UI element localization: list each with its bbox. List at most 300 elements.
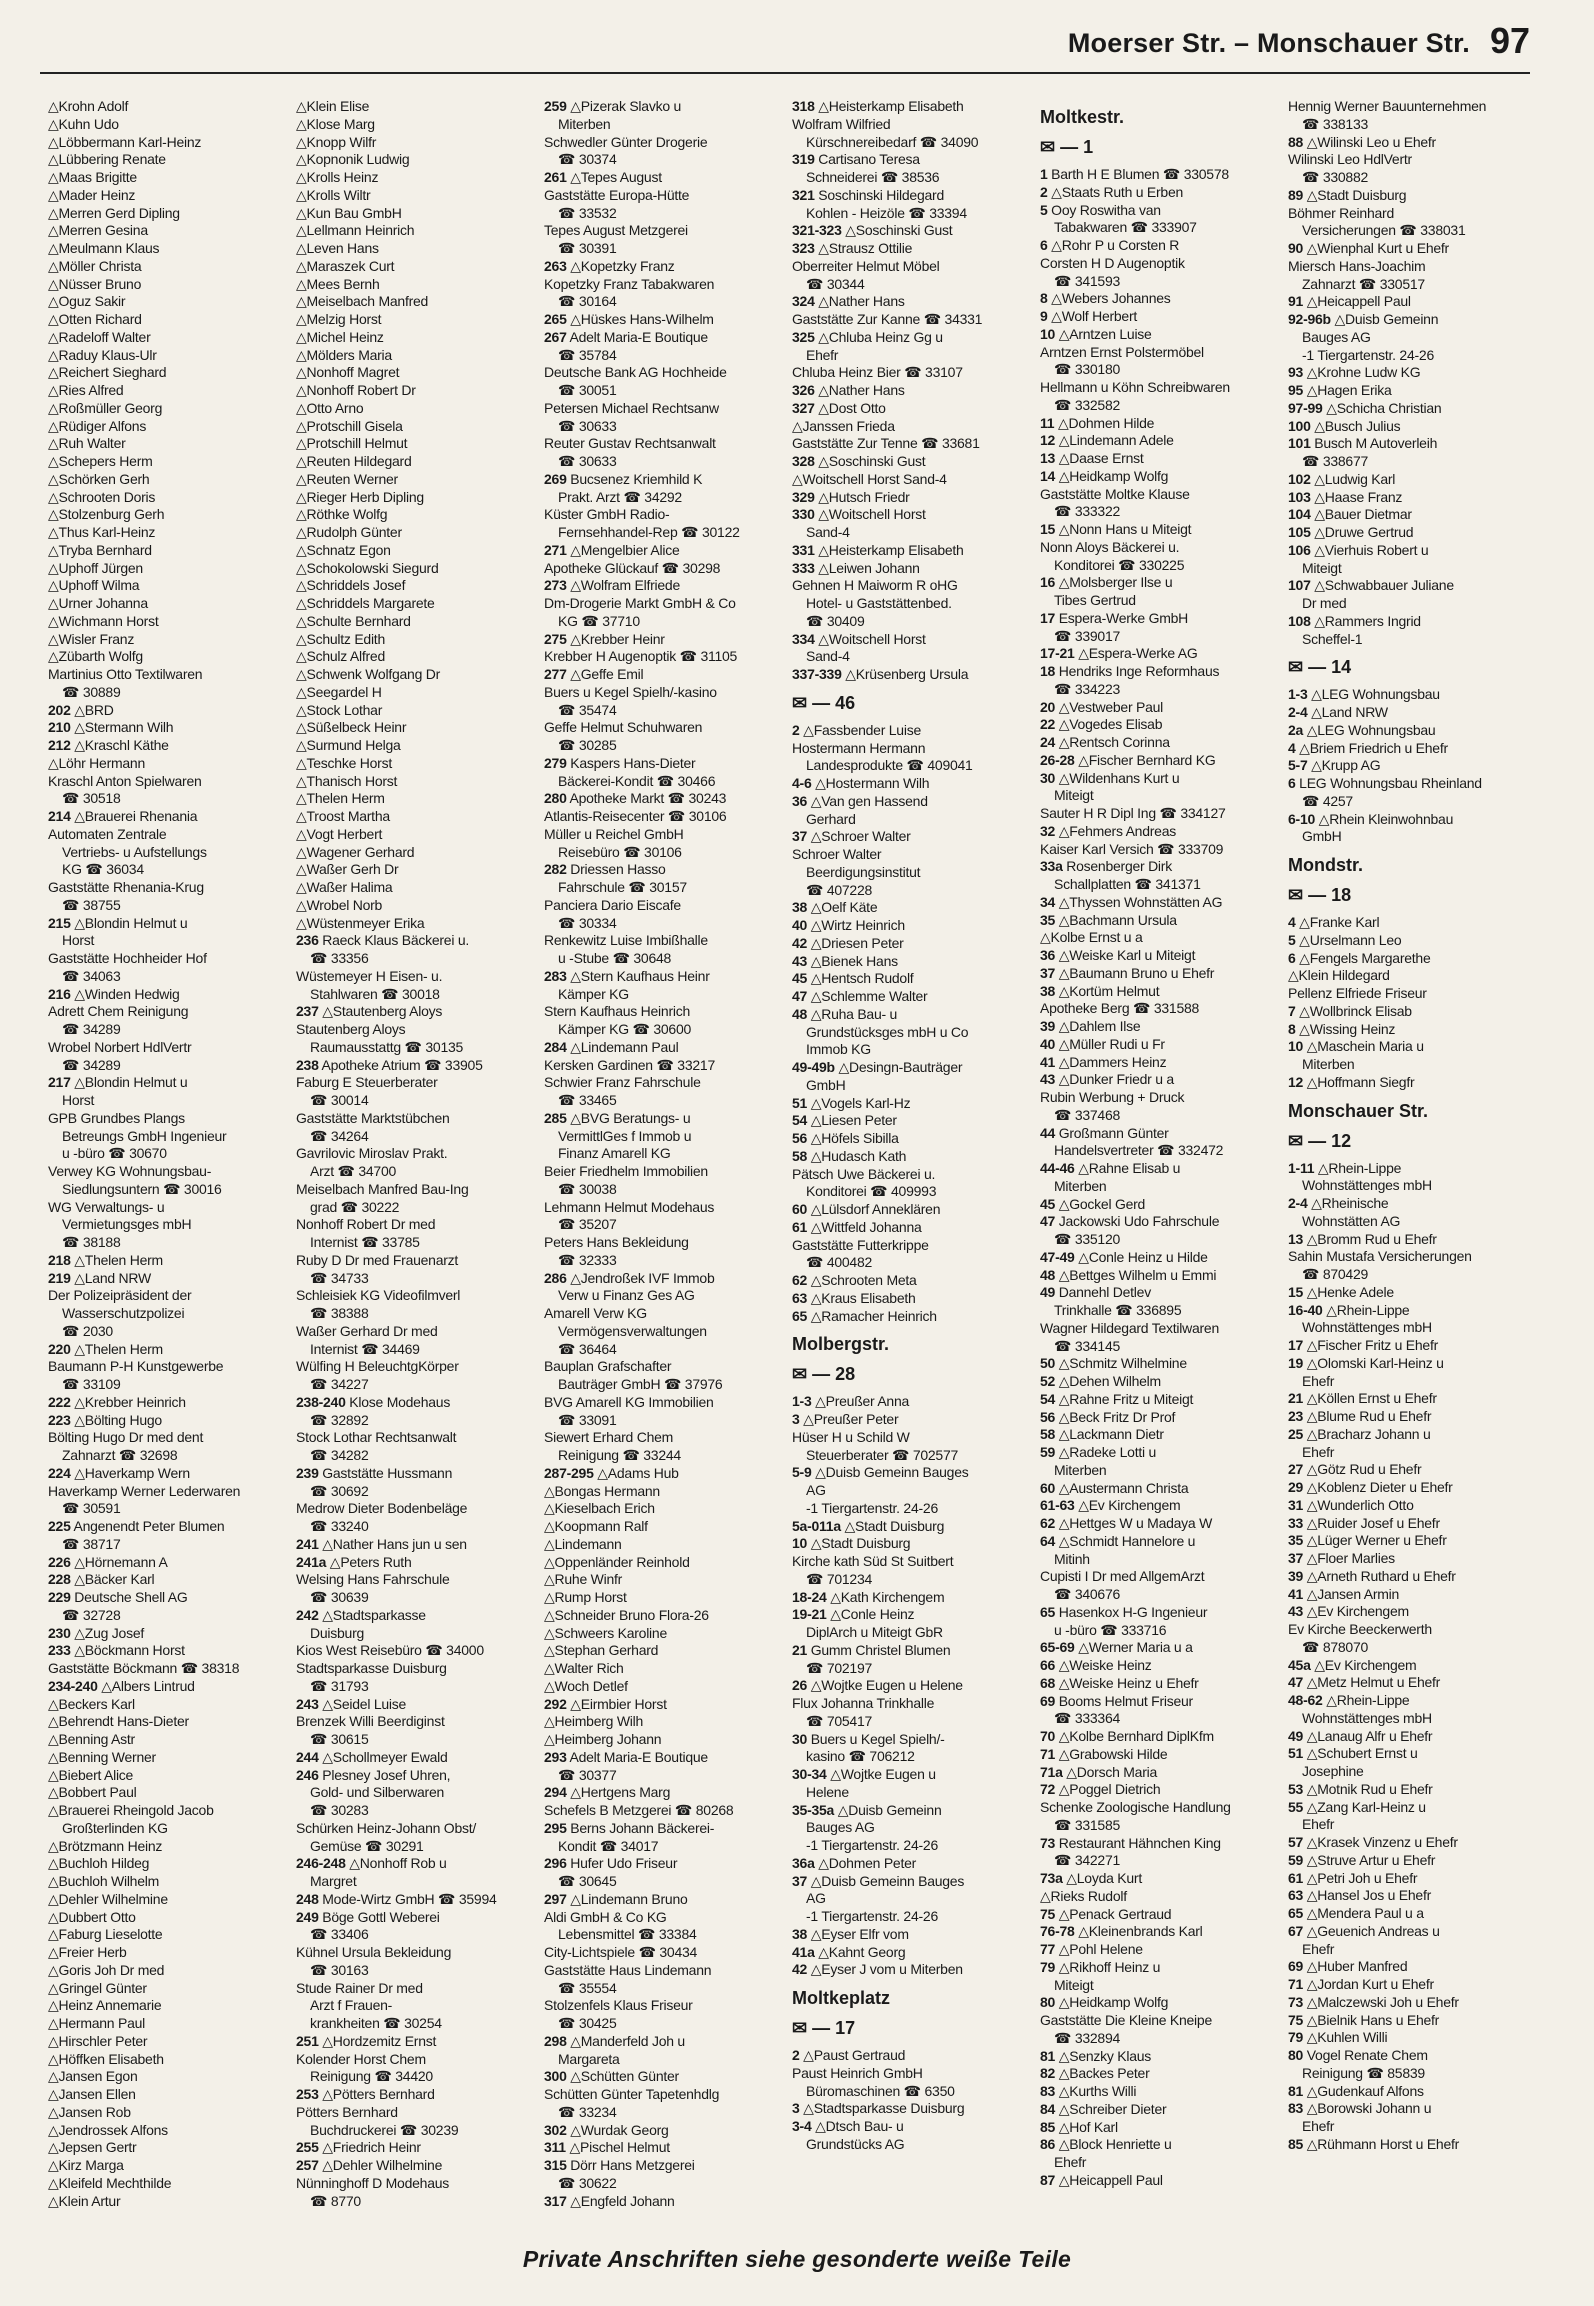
directory-entry: 293 Adelt Maria-E Boutique (544, 1748, 708, 1765)
directory-entry: 17 Espera-Werke GmbH (1040, 609, 1189, 626)
directory-entry: Tabakwaren ☎ 333907 (1054, 219, 1197, 236)
house-number: 12 (1288, 1073, 1304, 1090)
directory-entry: 311 △Pischel Helmut (544, 2139, 670, 2156)
directory-entry: 101 Busch M Autoverleih (1288, 435, 1438, 452)
directory-entry: △Stephan Gerhard (544, 1642, 659, 1659)
directory-entry: Internist ☎ 33785 (310, 1234, 420, 1250)
directory-entry: 42 △Driesen Peter (792, 934, 904, 951)
directory-entry: 48 △Ruha Bau- u (792, 1005, 898, 1022)
directory-entry: △Beckers Karl (48, 1695, 135, 1712)
directory-entry: 62 △Schrooten Meta (792, 1272, 917, 1288)
house-number: 89 (1288, 186, 1304, 203)
directory-entry: 243 △Seidel Luise (296, 1695, 407, 1712)
postal-district: ✉ — 17 (792, 2018, 856, 2038)
house-number: 297 (544, 1890, 567, 1907)
directory-entry: 282 Driessen Hasso (544, 861, 666, 878)
directory-entry: △Protschill Helmut (296, 435, 408, 452)
house-number: 267 (544, 328, 567, 345)
directory-entry: 273 △Wolfram Elfriede (544, 577, 680, 594)
directory-entry: △Dubbert Otto (48, 1908, 136, 1925)
house-number: 329 (792, 488, 815, 505)
house-number: 283 (544, 967, 567, 984)
directory-entry: 317 △Engfeld Johann (544, 2192, 675, 2209)
directory-entry: u -büro ☎ 333716 (1054, 1621, 1167, 1638)
house-number: 25 (1288, 1425, 1304, 1442)
directory-entry: 6 △Rohr P u Corsten R (1040, 237, 1180, 253)
directory-entry: Apotheke Berg ☎ 331588 (1040, 1000, 1200, 1017)
house-number: 69 (1288, 1958, 1304, 1975)
house-number: 90 (1288, 240, 1304, 256)
directory-entry: Margareta (558, 2050, 620, 2067)
house-number: 33a (1040, 858, 1063, 875)
house-number: 47 (1288, 1674, 1304, 1691)
house-number: 55 (1288, 1798, 1304, 1815)
directory-entry: 261 △Tepes August (544, 169, 662, 185)
directory-entry: 85 △Hof Karl (1040, 2118, 1118, 2135)
house-number: 26 (792, 1677, 808, 1694)
directory-entry: 2 △Fassbender Luise (792, 721, 921, 738)
directory-entry: ☎ 34264 (310, 1127, 369, 1144)
house-number: 42 (792, 934, 808, 951)
directory-entry: KG ☎ 37710 (558, 612, 640, 629)
directory-entry: △Lindemann (544, 1535, 622, 1552)
directory-entry: 66 △Weiske Heinz (1040, 1657, 1152, 1673)
directory-entry: 39 △Dahlem Ilse (1040, 1018, 1141, 1034)
directory-entry: Stolzenfels Klaus Friseur (544, 1997, 693, 2014)
directory-entry: △Klein Artur (48, 2192, 121, 2209)
directory-entry: 229 Deutsche Shell AG (48, 1589, 188, 1605)
directory-entry: 52 △Dehen Wilhelm (1040, 1373, 1161, 1389)
directory-entry: 220 △Thelen Herm (48, 1340, 163, 1357)
directory-entry: kasino ☎ 706212 (806, 1748, 915, 1765)
directory-entry: Miterben (1302, 1056, 1355, 1072)
directory-entry: BVG Amarell KG Immobilien (544, 1393, 714, 1410)
house-number: 2-4 (1288, 704, 1308, 720)
house-number: 105 (1288, 524, 1311, 540)
directory-entry: Schallplatten ☎ 341371 (1054, 876, 1201, 892)
house-number: 52 (1040, 1373, 1056, 1389)
directory-entry: ☎ 38188 (62, 1234, 121, 1250)
house-number: 249 (296, 1908, 319, 1925)
directory-entry: Nonhoff Robert Dr med (296, 1216, 436, 1233)
directory-entry: 56 △Höfels Sibilla (792, 1130, 899, 1146)
directory-entry: KG ☎ 36034 (62, 861, 144, 878)
house-number: 323 (792, 240, 815, 256)
directory-entry: 36 △Van gen Hassend (792, 792, 928, 809)
house-number: 54 (1040, 1390, 1056, 1407)
directory-entry: Kämper KG (558, 985, 629, 1002)
directory-entry: △Behrendt Hans-Dieter (48, 1713, 189, 1730)
directory-entry: 17 △Fischer Fritz u Ehefr (1288, 1337, 1439, 1353)
directory-entry: 31 △Wunderlich Otto (1288, 1496, 1414, 1513)
directory-entry: 73 Restaurant Hähnchen King (1040, 1834, 1221, 1851)
envelope-icon: ✉ (1288, 657, 1309, 678)
house-number: 17 (1288, 1337, 1304, 1353)
directory-entry: Tepes August Metzgerei (544, 222, 688, 239)
directory-entry: ☎ 38388 (310, 1305, 369, 1321)
directory-entry: 49-49b △Desingn-Bauträger (792, 1059, 963, 1075)
directory-entry: ☎ 30391 (558, 240, 617, 256)
directory-entry: 246-248 △Nonhoff Rob u (296, 1855, 447, 1872)
directory-entry: ☎ 34289 (62, 1056, 121, 1073)
house-number: 53 (1288, 1780, 1304, 1797)
house-number: 302 (544, 2121, 567, 2138)
directory-entry: Wrobel Norbert HdlVertr (48, 1038, 192, 1055)
directory-entry: △Urner Johanna (48, 595, 148, 611)
directory-entry: Miersch Hans-Joachim (1288, 257, 1426, 274)
house-number: 72 (1040, 1781, 1056, 1798)
directory-entry: Baumann P-H Kunstgewerbe (48, 1358, 224, 1375)
house-number: 4 (1288, 739, 1296, 756)
directory-entry: △Maraszek Curt (296, 257, 395, 274)
directory-entry: △Bongas Hermann (544, 1482, 660, 1499)
page-title: Moerser Str. – Monschauer Str. (1067, 28, 1470, 58)
directory-entry: Hennig Werner Bauunternehmen (1288, 98, 1487, 114)
directory-entry: Atlantis-Reisecenter ☎ 30106 (544, 808, 727, 824)
directory-entry: ☎ 30014 (310, 1092, 369, 1108)
directory-entry: ☎ 31793 (310, 1677, 369, 1694)
directory-entry: △Raduy Klaus-Ulr (48, 346, 157, 363)
house-number: 292 (544, 1695, 567, 1712)
directory-entry: △Krohn Adolf (48, 98, 129, 114)
house-number: 86 (1040, 2136, 1056, 2153)
directory-entry: 13 △Bromm Rud u Ehefr (1288, 1230, 1437, 1247)
directory-entry: Fernsehhandel-Rep ☎ 30122 (558, 524, 740, 540)
house-number: 5 (1288, 931, 1296, 948)
directory-entry: ☎ 33465 (558, 1092, 617, 1108)
directory-entry: △Kolbe Ernst u a (1040, 929, 1143, 946)
directory-entry: Kämper KG ☎ 30600 (558, 1021, 692, 1037)
house-number: 63 (792, 1289, 808, 1306)
directory-entry: 69 △Huber Manfred (1288, 1958, 1408, 1975)
house-number: 47 (792, 988, 808, 1004)
directory-entry: 25 △Bracharz Johann u (1288, 1425, 1431, 1442)
directory-entry: 230 △Zug Josef (48, 1624, 144, 1641)
directory-entry: 88 △Wilinski Leo u Ehefr (1288, 133, 1436, 150)
directory-entry: 10 △Arntzen Luise (1040, 325, 1152, 342)
house-number: 277 (544, 666, 567, 682)
directory-entry: 253 △Pötters Bernhard (296, 2086, 435, 2102)
house-number: 1-3 (1288, 686, 1308, 703)
directory-entry: △Schulz Alfred (296, 648, 385, 665)
house-number: 38 (792, 1925, 808, 1942)
house-number: 83 (1040, 2083, 1056, 2099)
directory-entry: -1 Tiergartenstr. 24-26 (806, 1908, 938, 1924)
directory-entry: 51 △Vogels Karl-Hz (792, 1094, 911, 1111)
directory-entry: 58 △Hudasch Kath (792, 1147, 907, 1164)
house-number: 73a (1040, 1870, 1063, 1886)
directory-entry: 246 Plesney Josef Uhren, (296, 1766, 451, 1783)
directory-entry: 63 △Kraus Elisabeth (792, 1289, 916, 1306)
house-number: 279 (544, 754, 567, 771)
directory-entry: 331 △Heisterkamp Elisabeth (792, 541, 964, 558)
house-number: 257 (296, 2157, 319, 2173)
house-number: 108 (1288, 612, 1311, 629)
house-number: 88 (1288, 133, 1304, 150)
directory-entry: 60 △Austermann Christa (1040, 1479, 1189, 1496)
directory-entry: △Lellmann Heinrich (296, 222, 415, 239)
house-number: 286 (544, 1269, 567, 1286)
house-number: 280 (544, 790, 567, 807)
directory-entry: WG Verwaltungs- u (48, 1198, 165, 1215)
directory-entry: △Rump Horst (544, 1589, 627, 1605)
house-number: 102 (1288, 470, 1311, 487)
directory-entry: 233 △Böckmann Horst (48, 1642, 185, 1659)
directory-entry: 38 △Kortüm Helmut (1040, 982, 1160, 999)
directory-entry: △Wisler Franz (48, 630, 135, 647)
directory-entry: ☎ 330882 (1302, 169, 1369, 185)
house-number: 68 (1040, 1674, 1056, 1691)
directory-entry: △Kleifeld Mechthilde (48, 2174, 172, 2191)
house-number: 331 (792, 541, 815, 558)
directory-entry: 86 △Block Henriette u (1040, 2136, 1172, 2153)
house-number: 317 (544, 2192, 567, 2209)
directory-entry: △Kun Bau GmbH (296, 204, 402, 221)
directory-entry: Ehefr (1054, 2154, 1087, 2170)
envelope-icon: ✉ (792, 692, 813, 713)
directory-entry: 222 △Krebber Heinrich (48, 1393, 186, 1410)
house-number: 202 (48, 701, 71, 718)
directory-entry: 3 △Stadtsparkasse Duisburg (792, 2100, 965, 2117)
house-number: 83 (1288, 2100, 1304, 2117)
house-number: 15 (1040, 521, 1056, 537)
house-number: 217 (48, 1074, 71, 1091)
directory-entry: 236 Raeck Klaus Bäckerei u. (296, 932, 470, 949)
directory-entry: Schwedler Günter Drogerie (544, 133, 708, 150)
directory-entry: Ehefr (806, 346, 839, 363)
directory-entry: 321 Soschinski Hildegard (792, 186, 944, 203)
house-number: 9 (1040, 308, 1048, 324)
directory-entry: Konditorei ☎ 330225 (1054, 556, 1185, 573)
directory-entry: 29 △Koblenz Dieter u Ehefr (1288, 1479, 1453, 1495)
directory-entry: 18-24 △Kath Kirchengem (792, 1588, 945, 1605)
house-number: 45 (1040, 1195, 1056, 1212)
directory-entry: Wasserschutzpolizei (62, 1305, 185, 1321)
house-number: 222 (48, 1393, 71, 1410)
house-number: 248 (296, 1890, 319, 1907)
directory-entry: AG (806, 1890, 826, 1907)
directory-entry: Martinius Otto Textilwaren (48, 666, 203, 682)
house-number: 226 (48, 1553, 71, 1570)
house-number: 212 (48, 737, 71, 753)
house-number: 284 (544, 1038, 567, 1055)
house-number: 325 (792, 328, 815, 345)
directory-entry: △Waßer Gerh Dr (296, 861, 399, 878)
directory-entry: Gaststätte Die Kleine Kneipe (1040, 2012, 1212, 2028)
directory-entry: 89 △Stadt Duisburg (1288, 186, 1407, 203)
directory-entry: Arntzen Ernst Polstermöbel (1040, 343, 1204, 360)
directory-entry: DiplArch u Miteigt GbR (806, 1624, 943, 1640)
column-1 (48, 98, 286, 2218)
directory-entry: 333 △Leiwen Johann (792, 559, 920, 576)
house-number: 81 (1040, 2047, 1056, 2064)
directory-entry: △Klose Marg (296, 115, 375, 132)
directory-entry: ☎ 330180 (1054, 361, 1121, 378)
directory-entry: krankheiten ☎ 30254 (310, 2015, 442, 2031)
house-number: 214 (48, 808, 71, 824)
house-number: 210 (48, 719, 71, 736)
house-number: 10 (1288, 1038, 1304, 1055)
directory-entry: 287-295 △Adams Hub (544, 1464, 679, 1481)
directory-entry: △Merren Gesina (48, 222, 148, 239)
directory-entry: Stude Rainer Dr med (296, 1979, 423, 1996)
directory-entry: 215 △Blondin Helmut u (48, 914, 188, 931)
directory-entry: Kolender Horst Chem (296, 2050, 426, 2067)
house-number: 69 (1040, 1692, 1056, 1709)
directory-entry: 2-4 △Rheinische (1288, 1195, 1389, 1211)
house-number: 318 (792, 98, 815, 114)
directory-entry: Bauträger GmbH ☎ 37976 (558, 1376, 723, 1392)
directory-entry: △Jansen Egon (48, 2068, 138, 2085)
directory-entry: 19-21 △Conle Heinz (792, 1606, 915, 1623)
directory-entry: Schneiderei ☎ 38536 (806, 169, 940, 185)
directory-entry: ☎ 30409 (806, 612, 865, 629)
directory-entry: 318 △Heisterkamp Elisabeth (792, 98, 964, 114)
directory-entry: ☎ 35207 (558, 1216, 617, 1233)
directory-entry: 296 Hufer Udo Friseur (544, 1855, 678, 1872)
directory-entry: △Thelen Herm (296, 790, 385, 807)
house-number: 61 (792, 1218, 808, 1235)
house-number: 85 (1040, 2118, 1056, 2135)
directory-entry: Krebber H Augenoptik ☎ 31105 (544, 648, 738, 665)
directory-entry: 337-339 △Krüsenberg Ursula (792, 666, 969, 682)
directory-entry: △Rieger Herb Dipling (296, 488, 424, 505)
house-number: 3 (792, 2100, 800, 2117)
directory-entry: Sand-4 (806, 524, 850, 540)
house-number: 220 (48, 1340, 71, 1357)
directory-entry: 38 △Eyser Elfr vom (792, 1925, 909, 1942)
directory-entry: 216 △Winden Hedwig (48, 985, 180, 1002)
house-number: 14 (1040, 467, 1056, 484)
directory-entry: Schleisiek KG Videofilmverl (296, 1287, 461, 1304)
directory-entry: △Rüdiger Alfons (48, 417, 147, 434)
directory-entry: ☎ 30285 (558, 737, 617, 753)
directory-entry: △Wagener Gerhard (296, 843, 415, 860)
house-number: 300 (544, 2068, 567, 2085)
postal-district: ✉ — 12 (1288, 1130, 1352, 1151)
directory-entry: Kondit ☎ 34017 (558, 1837, 659, 1854)
directory-entry: 65 Hasenkox H-G Ingenieur (1040, 1603, 1208, 1620)
directory-entry: 53 △Motnik Rud u Ehefr (1288, 1780, 1433, 1797)
directory-entry: 41 △Jansen Armin (1288, 1585, 1400, 1602)
envelope-icon: ✉ (1288, 885, 1309, 905)
directory-entry: Corsten H D Augenoptik (1040, 254, 1185, 271)
directory-entry: 41a △Kahnt Georg (792, 1943, 906, 1960)
house-number: 42 (792, 1961, 808, 1978)
directory-entry: ☎ 30633 (558, 453, 617, 469)
house-number: 30 (792, 1730, 808, 1747)
directory-entry: 34 △Thyssen Wohnstätten AG (1040, 893, 1223, 910)
directory-entry: 43 △Dunker Friedr u a (1040, 1071, 1174, 1088)
house-number: 49 (1288, 1727, 1304, 1744)
house-number: 326 (792, 382, 815, 398)
column-5 (1040, 98, 1278, 2218)
directory-entry: 80 △Heidkamp Wolfg (1040, 1994, 1169, 2011)
directory-entry: 325 △Chluba Heinz Gg u (792, 328, 943, 345)
directory-entry: ☎ 35474 (558, 701, 617, 718)
directory-entry: 26 △Wojtke Eugen u Helene (792, 1677, 963, 1694)
directory-entry: Nonn Aloys Bäckerei u. (1040, 538, 1180, 555)
directory-entry: 108 △Rammers Ingrid (1288, 612, 1421, 629)
house-number: 1-11 (1288, 1159, 1315, 1176)
directory-entry: △Reuten Hildegard (296, 453, 412, 469)
house-number: 79 (1288, 2029, 1304, 2046)
directory-entry: △Radeloff Walter (48, 328, 151, 345)
directory-entry: 102 △Ludwig Karl (1288, 470, 1396, 487)
directory-entry: ☎ 870429 (1302, 1266, 1369, 1282)
directory-entry: 67 △Geuenich Andreas u (1288, 1922, 1440, 1939)
column-2 (296, 98, 534, 2218)
house-number: 2-4 (1288, 1195, 1308, 1211)
directory-entry: 212 △Kraschl Käthe (48, 737, 169, 753)
directory-entry: ☎ 342271 (1054, 1852, 1121, 1869)
directory-entry: -1 Tiergartenstr. 24-26 (806, 1499, 938, 1516)
directory-entry: 65 △Ramacher Heinrich (792, 1307, 937, 1324)
directory-entry: Gaststätte Europa-Hütte (544, 186, 690, 203)
directory-entry: Steuerberater ☎ 702577 (806, 1446, 959, 1463)
directory-entry: ☎ 705417 (806, 1712, 873, 1729)
directory-entry: △Rieks Rudolf (1040, 1887, 1127, 1904)
directory-entry: 90 △Wienphal Kurt u Ehefr (1288, 240, 1449, 256)
directory-entry: △Surmund Helga (296, 737, 401, 753)
directory-entry: △Uphoff Jürgen (48, 559, 143, 576)
house-number: 39 (1040, 1018, 1056, 1034)
directory-entry: Hüser H u Schild W (792, 1428, 910, 1445)
house-number: 91 (1288, 293, 1304, 310)
directory-entry: 328 △Soschinski Gust (792, 453, 926, 469)
directory-entry: 30 Buers u Kegel Spielh/- (792, 1730, 945, 1747)
directory-entry: ☎ 30425 (558, 2015, 617, 2031)
house-number: 10 (792, 1535, 808, 1552)
directory-entry: ☎ 36464 (558, 1340, 617, 1357)
directory-entry: 80 Vogel Renate Chem (1288, 2047, 1428, 2063)
house-number: 20 (1040, 698, 1056, 715)
directory-entry: 321-323 △Soschinski Gust (792, 222, 953, 239)
directory-entry: Reinigung ☎ 34420 (310, 2068, 433, 2085)
directory-entry: Renkewitz Luise Imbißhalle (544, 932, 708, 949)
directory-entry: Gaststätte Haus Lindemann (544, 1961, 712, 1978)
directory-entry: Faburg E Steuerberater (296, 1074, 438, 1091)
house-number: 230 (48, 1624, 71, 1641)
directory-entry: Miteigt (1302, 559, 1342, 576)
directory-entry: Wüstemeyer H Eisen- u. (296, 967, 443, 984)
directory-entry: Horst (62, 932, 95, 949)
directory-entry: Gaststätte Hochheider Hof (48, 950, 207, 966)
street-heading: Mondstr. (1288, 855, 1363, 875)
directory-entry: ☎ 30633 (558, 417, 617, 434)
directory-entry: ☎ 701234 (806, 1570, 873, 1587)
house-number: 259 (544, 98, 567, 114)
house-number: 22 (1040, 716, 1056, 733)
house-number: 93 (1288, 364, 1304, 381)
directory-entry: 37 △Duisb Gemeinn Bauges (792, 1872, 965, 1889)
directory-entry: 37 △Floer Marlies (1288, 1550, 1395, 1566)
directory-entry: Gemüse ☎ 30291 (310, 1837, 424, 1854)
directory-entry: Wilinski Leo HdlVertr (1288, 151, 1412, 168)
directory-entry: ☎ 30283 (310, 1802, 369, 1818)
house-number: 238 (296, 1056, 319, 1073)
house-number: 80 (1040, 1994, 1056, 2011)
directory-entry: 36a △Dohmen Peter (792, 1854, 917, 1871)
directory-entry: Haverkamp Werner Lederwaren (48, 1482, 241, 1499)
directory-entry: 8 △Wissing Heinz (1288, 1020, 1396, 1037)
directory-entry: 68 △Weiske Heinz u Ehefr (1040, 1674, 1199, 1691)
directory-entry: 27 △Götz Rud u Ehefr (1288, 1461, 1422, 1478)
directory-entry: ☎ 334223 (1054, 680, 1121, 697)
directory-entry: △Uphoff Wilma (48, 577, 140, 594)
house-number: 59 (1288, 1851, 1304, 1868)
house-number: 36 (792, 792, 808, 809)
